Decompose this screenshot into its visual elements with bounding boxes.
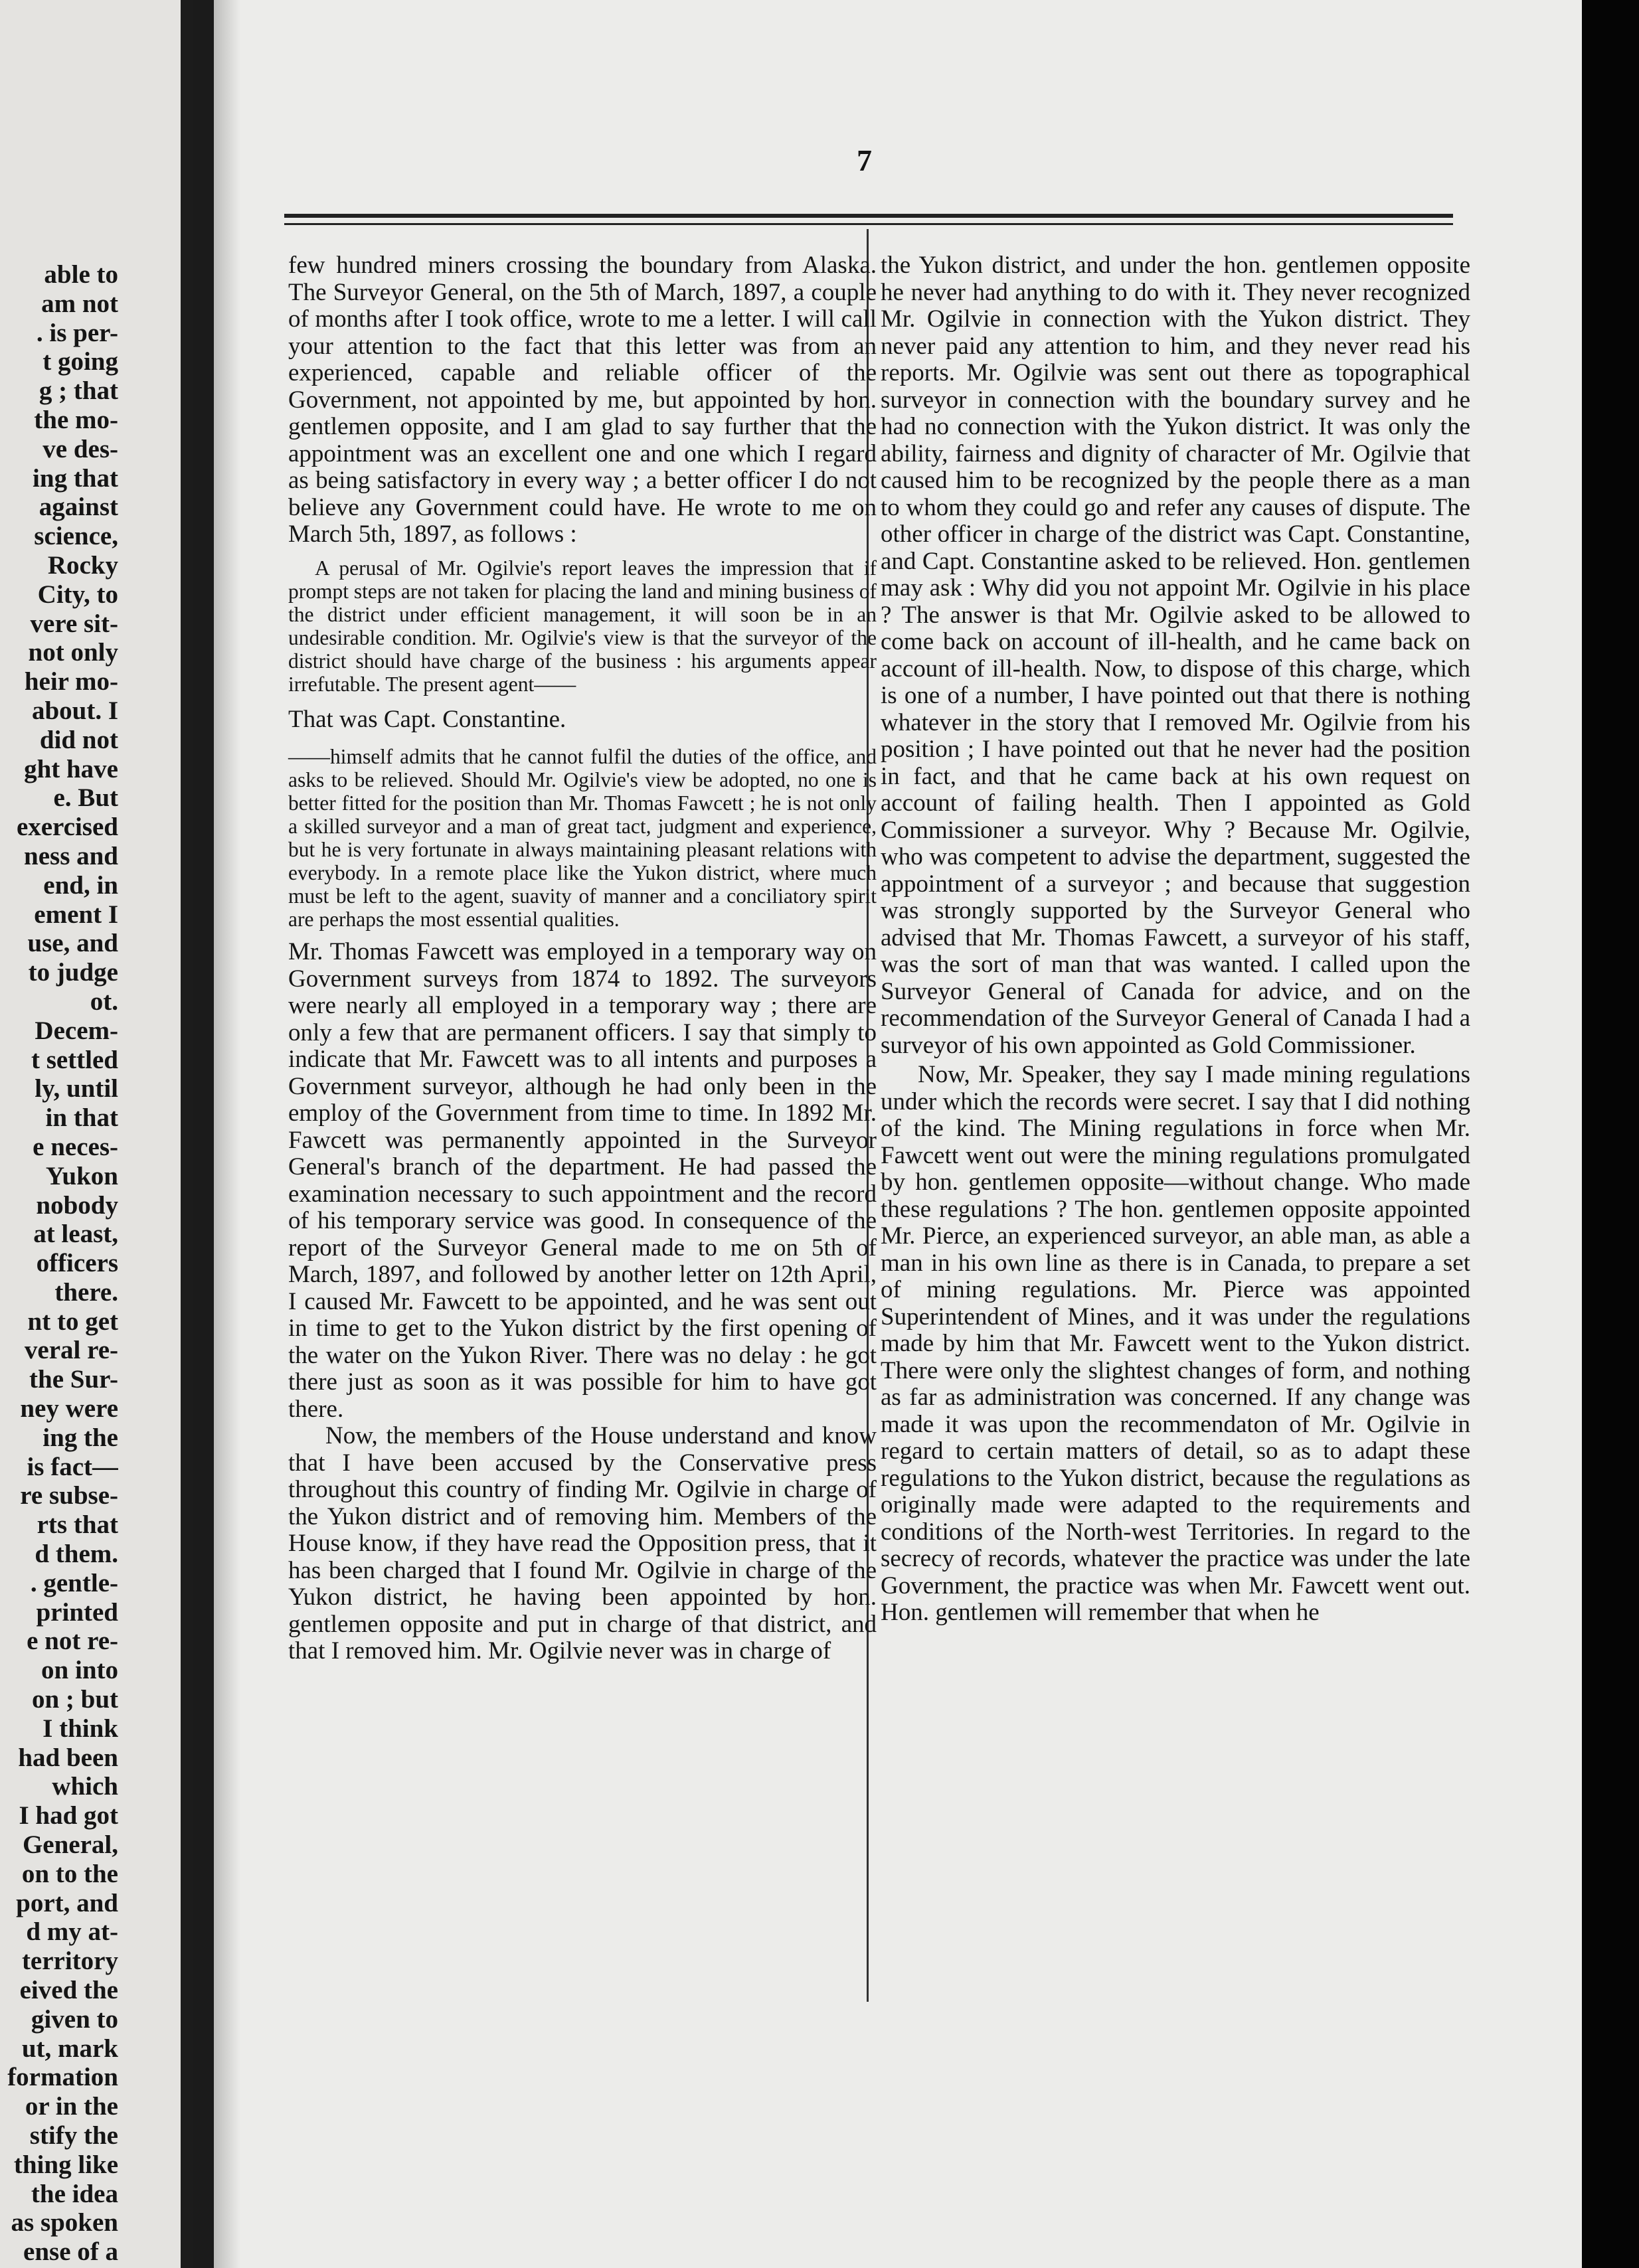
fragment-line: there. [54,1277,118,1307]
fragment-line: d my at- [26,1917,118,1947]
fragment-line: g ; that [39,376,118,406]
fragment-line: heir mo- [24,667,118,696]
left-page [0,0,193,2268]
fragment-line: printed [36,1597,118,1627]
fragment-line: at least, [33,1220,118,1249]
fragment-line: ense of a [23,2237,118,2267]
fragment-line: ly, until [35,1074,118,1103]
fragment-line: I had got [19,1801,118,1830]
fragment-line: ing the [43,1423,118,1452]
fragment-line: ght have [24,754,118,783]
fragment-line: ney were [20,1394,118,1423]
fragment-line: e neces- [33,1132,118,1161]
fragment-line: the Sur- [29,1365,118,1394]
fragment-line: about. I [31,696,118,725]
fragment-line: port, and [16,1888,118,1917]
fragment-line: able to [44,260,118,289]
fragment-line: end, in [43,870,118,900]
fragment-line: General, [22,1830,118,1860]
fragment-line: Decem- [35,1016,118,1045]
fragment-line: ot. [90,987,118,1016]
previous-page-column [0,260,118,2267]
fragment-line: nobody [36,1190,118,1220]
fragment-line: re subse- [20,1481,118,1510]
fragment-line: territory [21,1947,118,1976]
scan-border [1582,0,1639,2268]
fragment-line: to judge [28,958,118,987]
fragment-line: Rocky [47,550,118,580]
fragment-line: ement I [34,900,118,929]
fragment-line: ness and [24,841,118,870]
fragment-line: is fact— [27,1452,118,1481]
fragment-line: use, and [27,929,118,958]
paragraph: the Yukon district, and under the hon. gentlemen opposite he never had anything to do with it. They never recognized Mr. Ogilvie in connection with the Yukon district. They never paid any attention to him, and they never read his reports. Mr. Ogilvie was sent out there as topographical surveyor in connection with the boundary survey and he had no connection with the Yukon district. It was only the ability, fairness and dignity of character of Mr. Ogilvie that caused him to be recognized by the people there as a man to whom they could go and refer any causes of dispute. The other officer in charge of the district was Capt. Constantine, and Capt. Constantine asked to be relieved. Hon. gentlemen may ask : Why did you not appoint Mr. Ogilvie in his place ? The answer is that Mr. Ogilvie asked to be allowed to come back on account of ill-health, and he came back on account of ill-health. Now, to dispose of this charge, which is one of a number, I have pointed out that there is nothing whatever in the story that I removed Mr. Ogilvie from his position ; I have pointed out that he never had the position in fact, and that he came back at his own request on account of failing health. Then I appointed as Gold Commissioner a surveyor. Why ? Because Mr. Ogilvie, who was competent to advise the department, suggested the appointment of a surveyor ; and because that suggestion was strongly supported by the Surveyor General who advised that Mr. Thomas Fawcett, a surveyor of his staff, was the sort of man that was wanted. I called upon the Surveyor General of Canada for advice, and on the recommendation of the Surveyor General of Canada I had a surveyor of his own appointed as Gold Commissioner. [881,252,1470,1059]
fragment-line: formation [7,2063,118,2092]
fragment-line: Yukon [45,1161,118,1190]
fragment-line: given to [31,2004,118,2034]
fragment-line: exercised [16,813,118,842]
fragment-line: t settled [31,1045,118,1074]
column-two [881,252,1470,1627]
fragment-line: ing that [33,463,118,493]
fragment-line: did not [39,725,118,754]
fragment-line: not only [28,638,118,667]
fragment-line: thing like [13,2150,118,2179]
fragment-line: on into [41,1656,118,1685]
fragment-line: which [52,1772,118,1801]
header-rule [284,214,1453,218]
column-one [288,252,877,1665]
fragment-line: science, [34,522,118,551]
fragment-line: e. But [53,783,118,813]
fragment-line: nt to get [27,1307,118,1336]
fragment-line: the idea [31,2179,118,2208]
fragment-line: ve des- [43,434,118,463]
fragment-line: I think [43,1714,118,1743]
fragment-line: . gentle- [30,1568,118,1597]
paragraph: few hundred miners crossing the boundary from Alaska. The Surveyor General, on the 5th of March, 1897, a couple of months after I took office, wrote to me a letter. I will call your attention to the fact that this letter was from an experienced, capable and reliable officer of the Government, not appointed by me, but appointed by hon. gentlemen opposite, and I am glad to say further that the appointment was an excellent one and one which I regard as being satisfactory in every way ; a better officer I do not believe any Government could have. He wrote to me on March 5th, 1897, as follows : [288,252,877,548]
fragment-line: the mo- [34,405,118,434]
page-number: 7 [857,143,872,177]
page-shadow [214,0,240,2268]
fragment-line: eived the [19,1976,118,2005]
paragraph: Now, the members of the House understand and know that I have been accused by the Conservative press throughout this country of finding Mr. Ogilvie in charge of the Yukon district and of removing him. Members of the House know, if they have read the Opposition press, that it has been charged that I found Mr. Ogilvie in charge of the Yukon district, he having been appointed by hon. gentlemen opposite and put in charge of that district, and that I removed him. Mr. Ogilvie never was in charge of [288,1422,877,1664]
paragraph: Mr. Thomas Fawcett was employed in a temporary way on Government surveys from 1874 to 1892. The surveyors were nearly all employed in a temporary way ; there are only a few that are permanent officers. I say that simply to indicate that Mr. Fawcett was to all intents and purposes a Government surveyor, although he had only been in the employ of the Government from time to time. In 1892 Mr. Fawcett was permanently appointed in the Surveyor General's branch of the department. He had passed the examination necessary to such appointment and the record of his temporary service was good. In consequence of the report of the Surveyor General made to me on 5th of March, 1897, and followed by another letter on 12th April, I caused Mr. Fawcett to be appointed, and he was sent out in time to get to the Yukon district by the first opening of the water on the Yukon River. There was no delay : he got there just as soon as it was possible for him to have got there. [288,938,877,1423]
fragment-line: veral re- [24,1336,118,1365]
fragment-line: ut, mark [21,2034,118,2063]
fragment-line: e not re- [27,1627,118,1656]
quoted-letter-continued: ——himself admits that he cannot fulfil the duties of the office, and asks to be relieved. Should Mr. Ogilvie's view be adopted, no one is better fitted for the position than Mr. Thomas Fawcett ; he is not only a skilled surveyor and a man of great tact, judgment and experience, but he is very fortunate in always maintaining pleasant relations with everybody. In a remote place like the Yukon district, where much must be left to the agent, suavity of manner and a conciliatory spirit are perhaps the most essential qualities. [288,745,877,931]
fragment-line: . is per- [36,318,118,347]
fragment-line: t going [43,347,118,376]
header-rule-thin [284,223,1453,225]
fragment-line: stify the [29,2121,118,2150]
paragraph: Now, Mr. Speaker, they say I made mining regulations under which the records were secret. I say that I did nothing of the kind. The Mining regulations in force when Mr. Fawcett went out were the mining regulations promulgated by hon. gentlemen opposite—without change. Who made these regulations ? The hon. gentlemen opposite appointed Mr. Pierce, an experienced surveyor, an able man, as able a man in his own line as there is in Canada, to prepare a set of mining regulations. Mr. Pierce was appointed Superintendent of Mines, and it was under the regulations made by him that Mr. Fawcett went to the Yukon district. There were only the slightest changes of form, and nothing as far as administration was concerned. If any change was made it was upon the recommendaton of Mr. Ogilvie in regard to certain matters of detail, so as to adapt these regulations to the Yukon district, because the regulations as originally made were adapted to the requirements and conditions of the North-west Territories. In regard to the secrecy of records, whatever the practice was under the late Government, the practice was when Mr. Fawcett went out. Hon. gentlemen will remember that when he [881,1061,1470,1626]
fragment-line: vere sit- [30,609,118,638]
fragment-line: in that [45,1103,118,1133]
fragment-line: on to the [21,1859,118,1888]
fragment-line: am not [41,289,118,318]
fragment-line: on ; but [31,1685,118,1714]
binding-gutter [193,0,214,2268]
fragment-line: against [39,493,118,522]
fragment-line: officers [36,1249,118,1278]
fragment-line: rts that [37,1510,118,1540]
fragment-line: had been [18,1743,118,1772]
fragment-line: d them. [35,1540,118,1569]
quoted-letter: A perusal of Mr. Ogilvie's report leaves the impression that if prompt steps are not taken for placing the land and mining business of the district under efficient management, it will soon be in an undesirable condition. Mr. Ogilvie's view is that the surveyor of the district should have charge of the business : his arguments appear irrefutable. The present agent—— [288,556,877,696]
fragment-line: City, to [37,580,118,609]
interjection: That was Capt. Constantine. [288,705,566,733]
fragment-line: as spoken [11,2208,118,2237]
fragment-line: or in the [25,2092,118,2121]
page-edge [181,0,193,2268]
